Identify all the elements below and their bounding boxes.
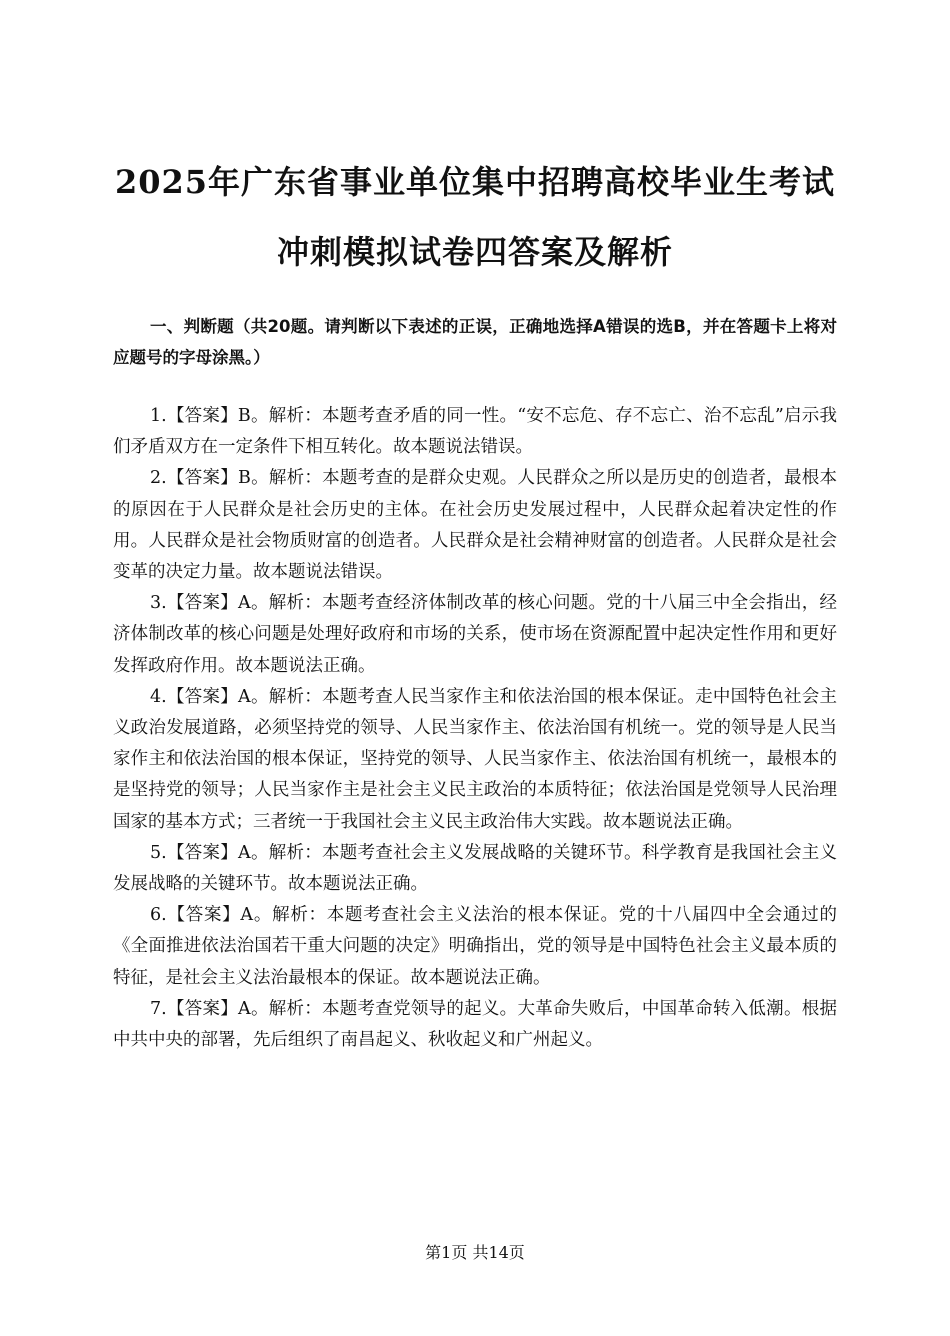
- answer-list: [113, 401, 837, 1056]
- answer-item-6: 6.【答案】A。解析：本题考查社会主义法治的根本保证。党的十八届四中全会通过的《全面推进依法治国若干重大问题的决定》明确指出，党的领导是中国特色社会主义最本质的特征，是社会主义法治最根本的保证。故本题说法正确。: [113, 905, 837, 988]
- answer-item-2: 2.【答案】B。解析：本题考查的是群众史观。人民群众之所以是历史的创造者，最根本的原因在于人民群众是社会历史的主体。在社会历史发展过程中，人民群众起着决定性的作用。人民群众是社会物质财富的创造者。人民群众是社会精神财富的创造者。人民群众是社会变革的决定力量。故本题说法错误。: [113, 468, 837, 583]
- answer-item-7: 7.【答案】A。解析：本题考查党领导的起义。大革命失败后，中国革命转入低潮。根据中共中央的部署，先后组织了南昌起义、秋收起义和广州起义。: [113, 998, 837, 1051]
- title-line-1: 2025年广东省事业单位集中招聘高校毕业生考试: [114, 163, 836, 201]
- title-line-2: 冲刺模拟试卷四答案及解析: [276, 233, 673, 271]
- answer-item-1: 1.【答案】B。解析：本题考查矛盾的同一性。“安不忘危、存不忘亡、治不忘乱”启示我们矛盾双方在一定条件下相互转化。故本题说法错误。: [113, 406, 837, 458]
- answer-item-3: 3.【答案】A。解析：本题考查经济体制改革的核心问题。党的十八届三中全会指出，经济体制改革的核心问题是处理好政府和市场的关系，使市场在资源配置中起决定性作用和更好发挥政府作用。故本题说法正确。: [113, 593, 837, 676]
- answer-item-4: 4.【答案】A。解析：本题考查人民当家作主和依法治国的根本保证。走中国特色社会主义政治发展道路，必须坚持党的领导、人民当家作主、依法治国有机统一。党的领导是人民当家作主和依法治国的根本保证，坚持党的领导、人民当家作主、依法治国有机统一，最根本的是坚持党的领导；人民当家作主是社会主义民主政治的本质特征；依法治国是党领导人民治理国家的基本方式；三者统一于我国社会主义民主政治伟大实践。故本题说法正确。: [113, 686, 837, 832]
- page-footer: 第1页 共14页: [425, 1243, 525, 1262]
- answer-item-5: 5.【答案】A。解析：本题考查社会主义发展战略的关键环节。科学教育是我国社会主义发展战略的关键环节。故本题说法正确。: [113, 842, 837, 895]
- section-heading: 一、判断题（共20题。请判断以下表述的正误，正确地选择A错误的选B，并在答题卡上将对应题号的字母涂黑。）: [113, 317, 837, 367]
